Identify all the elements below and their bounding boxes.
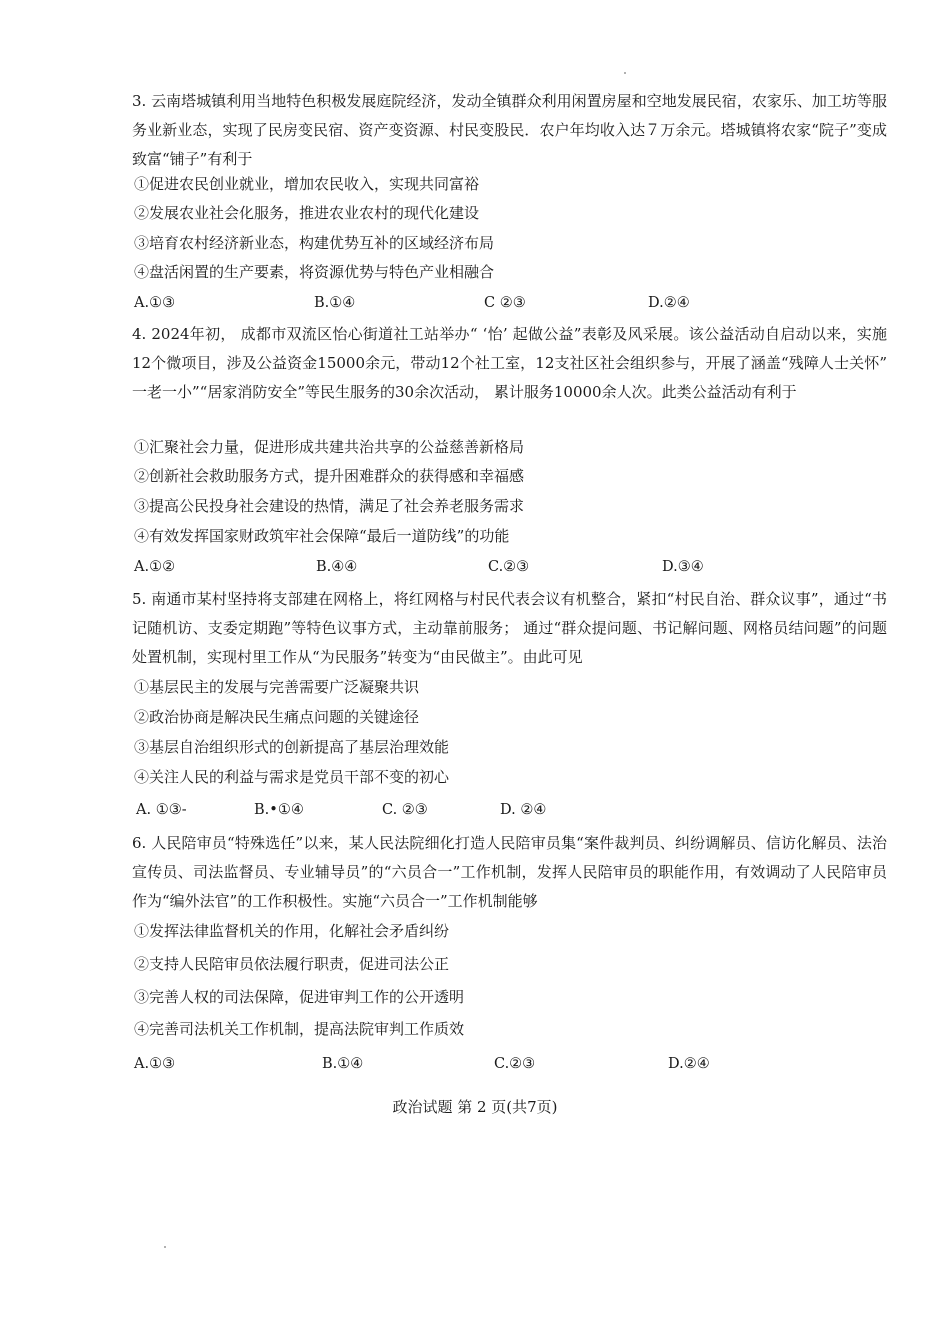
question-5-option-1: ①基层民主的发展与完善需要广泛凝聚共识	[134, 678, 420, 696]
question-4-choice-c: C.②③	[488, 559, 530, 575]
question-5-option-2: ②政治协商是解决民生痛点问题的关键途径	[134, 708, 420, 726]
question-5-choice-b: B.•①④	[254, 802, 304, 818]
question-4-choice-d: D.③④	[662, 559, 704, 575]
question-6-option-4: ④完善司法机关工作机制，提高法院审判工作质效	[134, 1020, 465, 1038]
question-6-choice-c: C.②③	[494, 1056, 536, 1072]
question-3-option-3: ③培育农村经济新业态，构建优势互补的区域经济布局	[134, 234, 495, 252]
scan-speck	[164, 1246, 166, 1248]
scan-speck	[624, 72, 626, 74]
page-footer: 政治试题 第 2 页(共7页)	[392, 1098, 558, 1116]
question-4-choice-b: B.④④	[316, 559, 358, 575]
question-4-option-4: ④有效发挥国家财政筑牢社会保障“最后一道防线”的功能	[134, 527, 510, 545]
question-6-option-1: ①发挥法律监督机关的作用，化解社会矛盾纠纷	[134, 922, 450, 940]
question-5-choice-c: C. ②③	[382, 802, 428, 818]
question-3-stem: 3. 云南塔城镇利用当地特色积极发展庭院经济，发动全镇群众利用闲置房屋和空地发展民宿，农家乐、加工坊等服务业新业态，实现了民房变民宿、资产变资源、村民变股民．农户年均收入达７万余元。塔城镇将农家“院子”变成致富“铺子”有利于	[132, 92, 887, 168]
question-3-choice-c: C ②③	[484, 295, 526, 311]
question-4-option-1: ①汇聚社会力量，促进形成共建共治共享的公益慈善新格局	[134, 438, 525, 456]
question-4-option-3: ③提高公民投身社会建设的热情，满足了社会养老服务需求	[134, 497, 525, 515]
question-3-choice-b: B.①④	[314, 295, 356, 311]
question-4-choice-a: A.①②	[134, 559, 176, 575]
question-3-choice-a: A.①③	[134, 295, 176, 311]
question-5-option-4: ④关注人民的利益与需求是党员干部不变的初心	[134, 768, 450, 786]
question-3-option-1: ①促进农民创业就业，增加农民收入，实现共同富裕	[134, 175, 480, 193]
question-5-choice-d: D. ②④	[500, 802, 547, 818]
question-6-option-2: ②支持人民陪审员依法履行职责，促进司法公正	[134, 955, 450, 973]
question-6-option-3: ③完善人权的司法保障，促进审判工作的公开透明	[134, 988, 465, 1006]
question-5-option-3: ③基层自治组织形式的创新提高了基层治理效能	[134, 738, 450, 756]
question-4-option-2: ②创新社会救助服务方式，提升困难群众的获得感和幸福感	[134, 467, 525, 485]
question-5-stem: 5. 南通市某村坚持将支部建在网格上，将红网格与村民代表会议有机整合，紧扣“村民自治、群众议事”，通过“书记随机访、支委定期跑”等特色议事方式，主动靠前服务； 通过“群众提问题、书记解问题、网格员结问题”的问题处置机制，实现村里工作从“为民服务”转变为“由民做主”。由此可见	[132, 590, 887, 666]
question-6-choice-d: D.②④	[668, 1056, 710, 1072]
question-3-choice-d: D.②④	[648, 295, 690, 311]
question-3-option-4: ④盘活闲置的生产要素，将资源优势与特色产业相融合	[134, 263, 495, 281]
question-5-choice-a: A. ①③-	[136, 802, 187, 818]
question-4-stem: 4. 2024年初， 成都市双流区怡心街道社工站举办“ ‘怡’ 起做公益”表彰及风采展。该公益活动自启动以来，实施12个微项目，涉及公益资金15000余元，带动12个社工室，12支社区社会组织参与，开展了涵盖“残障人士关怀” 一老一小”“居家消防安全”等民生服务的30余次活动， 累计服务10000余人次。此类公益活动有利于	[132, 325, 887, 401]
question-3-option-2: ②发展农业社会化服务，推进农业农村的现代化建设	[134, 204, 480, 222]
question-6-choice-b: B.①④	[322, 1056, 364, 1072]
question-6-choice-a: A.①③	[134, 1056, 176, 1072]
question-6-stem: 6. 人民陪审员“特殊选任”以来，某人民法院细化打造人民陪审员集“案件裁判员、纠纷调解员、信访化解员、法治宣传员、司法监督员、专业辅导员”的“六员合一”工作机制，发挥人民陪审员的职能作用，有效调动了人民陪审员作为“编外法官”的工作积极性。实施“六员合一”工作机制能够	[132, 834, 887, 910]
